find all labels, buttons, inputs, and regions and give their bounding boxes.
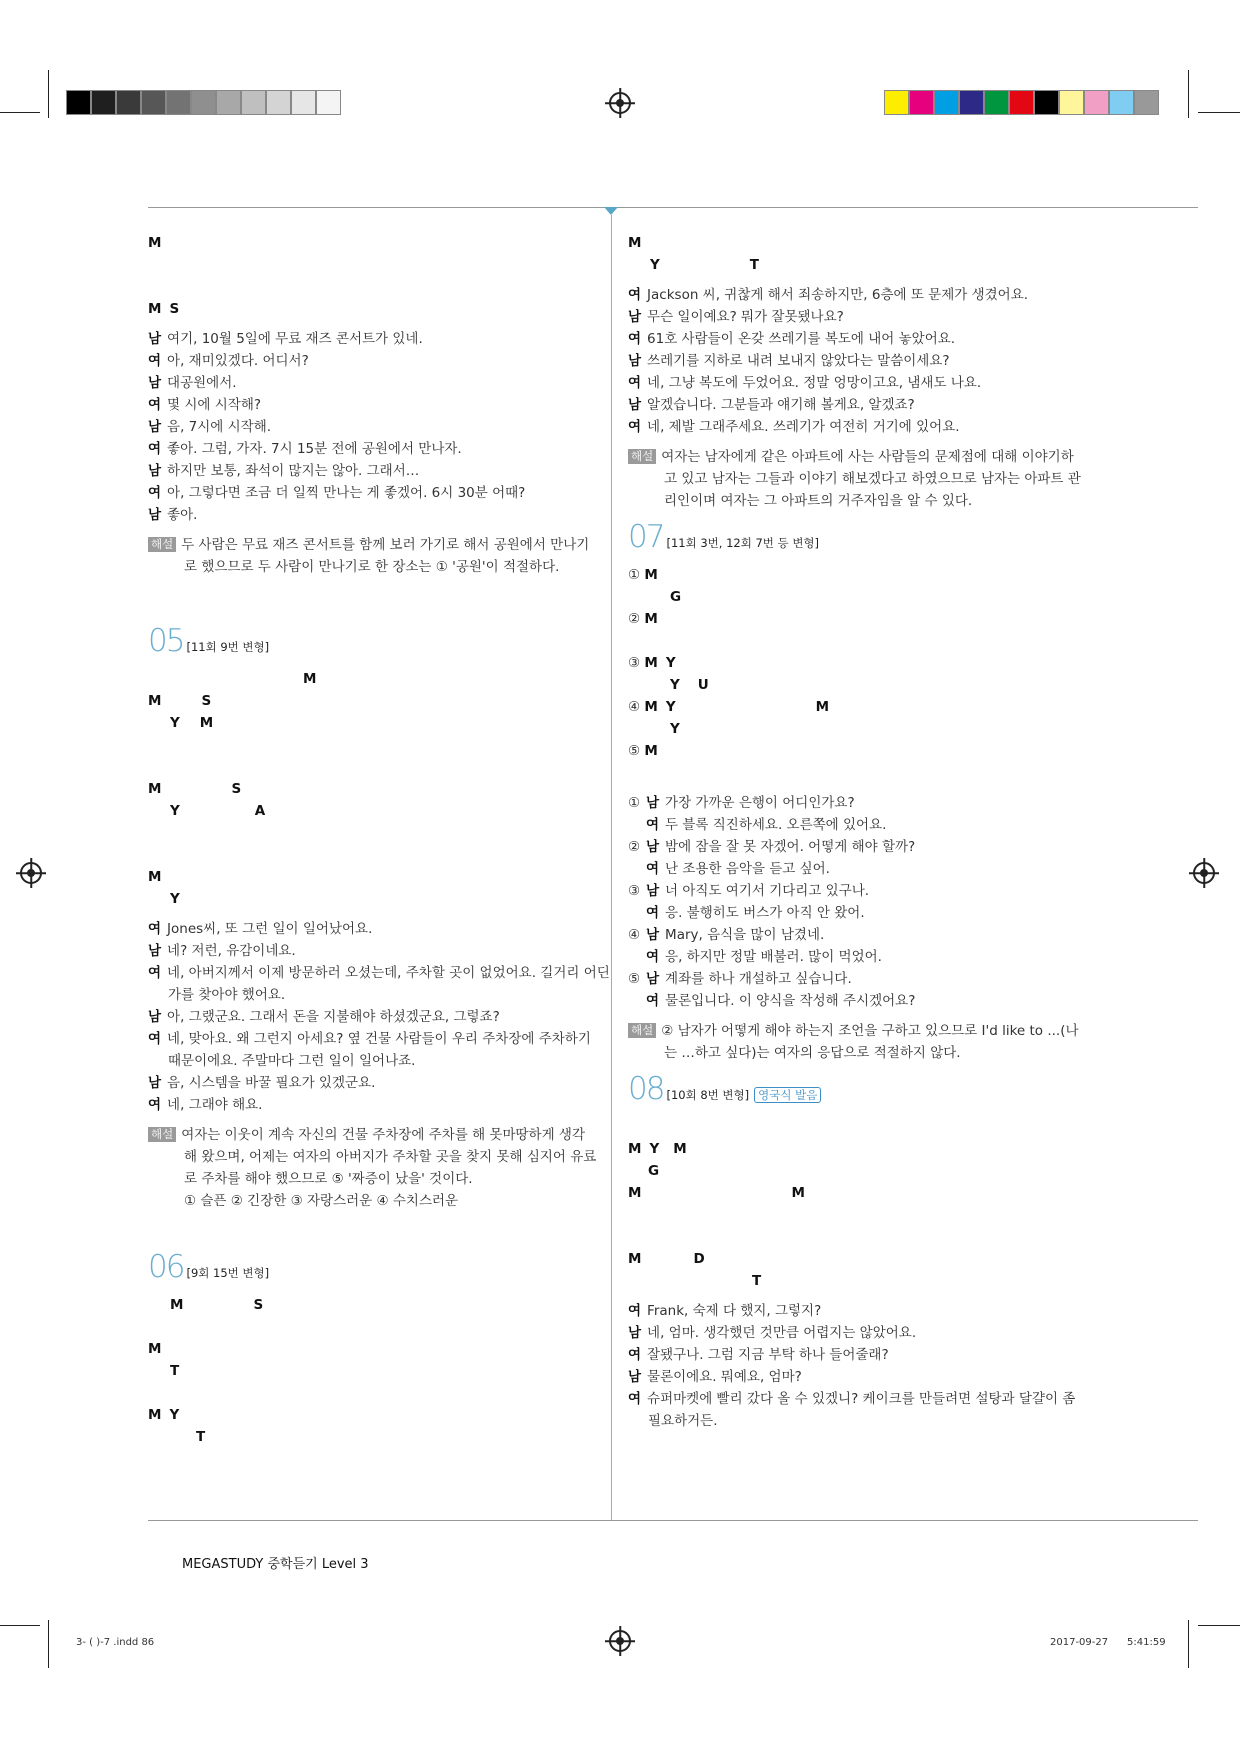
speaker-label: 여 bbox=[148, 965, 162, 981]
explanation-line: 여자는 이웃이 계속 자신의 건물 주차장에 주차를 해 못마땅하게 생각 bbox=[181, 1127, 585, 1143]
dialog-text: 잘됐구나. 그럼 지금 부탁 하나 들어줄래? bbox=[647, 1347, 889, 1363]
color-swatch bbox=[1009, 90, 1034, 115]
dialog-line bbox=[628, 880, 1088, 902]
crop-mark bbox=[1198, 1625, 1240, 1626]
speaker-letter: M bbox=[628, 1251, 642, 1267]
dialog-line bbox=[628, 858, 1088, 880]
dialog-line bbox=[628, 306, 1088, 328]
section-source: [11회 9번 변형] bbox=[186, 640, 270, 654]
speaker-letter: M bbox=[644, 655, 658, 671]
speaker-letter: M bbox=[644, 567, 658, 583]
dialog-text: 좋아. bbox=[167, 507, 198, 523]
explanation-tag: 해설 bbox=[628, 1023, 656, 1038]
dialog-line bbox=[628, 284, 1088, 306]
dialog-line bbox=[628, 328, 1088, 350]
dialog-5 bbox=[628, 1300, 1088, 1432]
option-number: ③ bbox=[628, 883, 641, 899]
speaker-letter: M bbox=[628, 1185, 642, 1201]
dialog-line bbox=[628, 1366, 1088, 1388]
speaker-label: 남 bbox=[148, 419, 162, 435]
crop-mark bbox=[1188, 70, 1189, 118]
dialog-text: 아, 그랬군요. 그래서 돈을 지불해야 하셨겠군요, 그렇죠? bbox=[167, 1009, 500, 1025]
dialog-text: 음, 7시에 시작해. bbox=[167, 419, 272, 435]
dialog-line bbox=[628, 394, 1088, 416]
speaker-letter: M bbox=[791, 1185, 805, 1201]
dialog-text: 네, 아버지께서 이제 방문하러 오셨는데, 주차할 곳이 없었어요. 길거리 어딘 bbox=[167, 965, 610, 981]
color-swatch bbox=[1034, 90, 1059, 115]
speaker-letter: M bbox=[303, 671, 317, 687]
color-swatch bbox=[241, 90, 266, 115]
speaker-letter: T bbox=[752, 1273, 762, 1289]
dialog-line bbox=[628, 990, 1088, 1012]
dialog-text: 좋아. 그럼, 가자. 7시 15분 전에 공원에서 만나자. bbox=[167, 441, 462, 457]
option-number: ④ bbox=[628, 927, 641, 943]
speaker-label: 남 bbox=[148, 331, 162, 347]
color-swatch bbox=[141, 90, 166, 115]
dialog-text: 음, 시스템을 바꿀 필요가 있겠군요. bbox=[167, 1075, 376, 1091]
dialog-text: 응. 불행히도 버스가 아직 안 왔어. bbox=[665, 905, 865, 921]
dialog-text: 때문이에요. 주말마다 그런 일이 일어나죠. bbox=[168, 1053, 416, 1069]
dialog-text: 여기, 10월 5일에 무료 재즈 콘서트가 있네. bbox=[167, 331, 423, 347]
speaker-letter: T bbox=[196, 1429, 206, 1445]
speaker-label: 남 bbox=[628, 397, 642, 413]
speaker-letter: M bbox=[148, 869, 162, 885]
section-source: [11회 3번, 12회 7번 등 변형] bbox=[666, 536, 820, 550]
dialog-line bbox=[148, 1050, 598, 1072]
speaker-label: 여 bbox=[148, 921, 162, 937]
dialog-line bbox=[148, 1094, 598, 1116]
speaker-label: 남 bbox=[148, 943, 162, 959]
explanation-2 bbox=[148, 1124, 598, 1212]
explanation-line: 고 있고 남자는 그들과 이야기 해보겠다고 하였으므로 남자는 아파트 관 bbox=[664, 471, 1081, 487]
crop-mark bbox=[48, 1620, 49, 1668]
option-number: ① bbox=[628, 795, 641, 811]
speaker-letter: G bbox=[670, 589, 682, 605]
section-source: [9회 15번 변형] bbox=[186, 1266, 270, 1280]
dialog-text: 밤에 잠을 잘 못 자겠어. 어떻게 해야 할까? bbox=[665, 839, 916, 855]
slug-filename: 3- ( )-7 .indd 86 bbox=[76, 1637, 155, 1648]
speaker-label: 여 bbox=[148, 397, 162, 413]
dialog-text: 슈퍼마켓에 빨리 갔다 올 수 있겠니? 케이크를 만들려면 설탕과 달걀이 좀 bbox=[647, 1391, 1076, 1407]
dialog-line bbox=[148, 394, 598, 416]
speaker-letter: D bbox=[693, 1251, 705, 1267]
dialog-text: 두 블록 직진하세요. 오른쪽에 있어요. bbox=[665, 817, 887, 833]
speaker-letter: M bbox=[148, 1341, 162, 1357]
color-swatch bbox=[266, 90, 291, 115]
dialog-line bbox=[148, 438, 598, 460]
option-number: ④ bbox=[628, 699, 641, 715]
dialog-text: Jones씨, 또 그런 일이 일어났어요. bbox=[167, 921, 373, 937]
left-column bbox=[148, 232, 610, 1448]
speaker-label: 여 bbox=[628, 375, 642, 391]
explanation-line: ① 슬픈 ② 긴장한 ③ 자랑스러운 ④ 수치스러운 bbox=[184, 1193, 459, 1209]
speaker-label: 남 bbox=[148, 463, 162, 479]
dialog-text: 난 조용한 음악을 듣고 싶어. bbox=[665, 861, 830, 877]
dialog-line bbox=[628, 372, 1088, 394]
speaker-letter: Y bbox=[169, 1407, 180, 1423]
section-number: 07 bbox=[628, 519, 664, 555]
dialog-text: 대공원에서. bbox=[167, 375, 237, 391]
explanation-line: 해 왔으며, 어제는 여자의 아버지가 주차할 곳을 찾지 못해 심지어 유료 bbox=[184, 1149, 597, 1165]
dialog-line bbox=[148, 1072, 598, 1094]
rule-marker-icon bbox=[604, 207, 618, 215]
speaker-letter: M bbox=[628, 235, 642, 251]
explanation-line: 로 주차를 해야 했으므로 ⑤ '짜증이 났을' 것이다. bbox=[184, 1171, 473, 1187]
speaker-label: 여 bbox=[628, 1303, 642, 1319]
dialog-line bbox=[148, 460, 598, 482]
color-swatch bbox=[1134, 90, 1159, 115]
speaker-label: 남 bbox=[646, 839, 660, 855]
speaker-label: 남 bbox=[646, 795, 660, 811]
dialog-line bbox=[148, 328, 598, 350]
section-07-header bbox=[628, 519, 1088, 564]
dialog-text: Jackson 씨, 귀찮게 해서 죄송하지만, 6층에 또 문제가 생겼어요. bbox=[647, 287, 1029, 303]
dialog-line bbox=[148, 984, 598, 1006]
color-swatch bbox=[66, 90, 91, 115]
speaker-letter: Y bbox=[650, 257, 660, 273]
speaker-label: 여 bbox=[646, 817, 660, 833]
speaker-letter: T bbox=[170, 1363, 180, 1379]
option-number: ② bbox=[628, 611, 641, 627]
registration-mark-icon bbox=[20, 862, 42, 884]
color-swatch bbox=[291, 90, 316, 115]
speaker-letter: S bbox=[231, 781, 242, 797]
speaker-letter: Y bbox=[649, 1141, 660, 1157]
color-swatch bbox=[959, 90, 984, 115]
dialog-4 bbox=[628, 792, 1088, 1012]
registration-mark-icon bbox=[1193, 862, 1215, 884]
speaker-letter: M bbox=[628, 1141, 642, 1157]
dialog-line bbox=[628, 1344, 1088, 1366]
dialog-text: 쓰레기를 지하로 내려 보내지 않았다는 말씀이세요? bbox=[647, 353, 950, 369]
dialog-line bbox=[148, 350, 598, 372]
dialog-text: 필요하거든. bbox=[648, 1413, 718, 1429]
dialog-text: 하지만 보통, 좌석이 많지는 않아. 그래서… bbox=[167, 463, 420, 479]
speaker-letter: M bbox=[148, 693, 162, 709]
speaker-letter: M bbox=[815, 699, 830, 715]
speaker-label: 여 bbox=[148, 1031, 162, 1047]
color-swatch bbox=[116, 90, 141, 115]
speaker-letter: S bbox=[201, 693, 212, 709]
speaker-label: 남 bbox=[628, 309, 642, 325]
color-swatch bbox=[1084, 90, 1109, 115]
explanation-tag: 해설 bbox=[148, 1127, 176, 1142]
speaker-label: 여 bbox=[628, 1347, 642, 1363]
dialog-text: Mary, 음식을 많이 남겼네. bbox=[665, 927, 825, 943]
speaker-label: 남 bbox=[148, 375, 162, 391]
bottom-rule bbox=[148, 1520, 1198, 1521]
section-08-header bbox=[628, 1071, 1088, 1116]
dialog-line bbox=[628, 946, 1088, 968]
accent-badge: 영국식 발음 bbox=[754, 1087, 821, 1103]
speaker-letter: M bbox=[148, 301, 162, 317]
registration-mark-icon bbox=[609, 92, 631, 114]
section-number: 08 bbox=[628, 1071, 664, 1107]
dialog-text: 네, 엄마. 생각했던 것만큼 어렵지는 않았어요. bbox=[647, 1325, 917, 1341]
slug-time: 5:41:59 bbox=[1127, 1637, 1166, 1648]
explanation-tag: 해설 bbox=[148, 537, 176, 552]
speaker-label: 남 bbox=[646, 883, 660, 899]
dialog-line bbox=[628, 1300, 1088, 1322]
speaker-label: 여 bbox=[628, 287, 642, 303]
speaker-letter: M bbox=[644, 611, 658, 627]
explanation-line: ② 남자가 어떻게 해야 하는지 조언을 구하고 있으므로 I'd like to ...(나 bbox=[661, 1023, 1079, 1039]
speaker-letter: Y bbox=[170, 803, 180, 819]
speaker-letter: S bbox=[169, 301, 180, 317]
option-number: ① bbox=[628, 567, 641, 583]
dialog-line bbox=[628, 814, 1088, 836]
dialog-line bbox=[148, 1006, 598, 1028]
speaker-letter: M bbox=[148, 1407, 162, 1423]
speaker-letter: T bbox=[749, 257, 759, 273]
speaker-letter: U bbox=[697, 677, 709, 693]
column-divider bbox=[611, 215, 612, 1520]
dialog-line bbox=[628, 350, 1088, 372]
speaker-label: 여 bbox=[148, 485, 162, 501]
dialog-text: 가장 가까운 은행이 어디인가요? bbox=[665, 795, 855, 811]
speaker-label: 남 bbox=[148, 1075, 162, 1091]
dialog-line bbox=[148, 372, 598, 394]
dialog-line bbox=[148, 962, 610, 984]
dialog-text: 몇 시에 시작해? bbox=[167, 397, 262, 413]
dialog-line bbox=[628, 416, 1088, 438]
section-number: 05 bbox=[148, 623, 184, 659]
speaker-letter: A bbox=[254, 803, 266, 819]
dialog-3 bbox=[628, 284, 1088, 438]
color-swatch bbox=[166, 90, 191, 115]
dialog-line bbox=[628, 792, 1088, 814]
color-swatch bbox=[216, 90, 241, 115]
explanation-1 bbox=[148, 534, 598, 578]
crop-mark bbox=[0, 1625, 40, 1626]
dialog-text: 너 아직도 여기서 기다리고 있구나. bbox=[665, 883, 870, 899]
dialog-line bbox=[148, 940, 598, 962]
dialog-text: 네, 그냥 복도에 두었어요. 정말 엉망이고요, 냄새도 나요. bbox=[647, 375, 982, 391]
speaker-letter: M bbox=[148, 781, 162, 797]
dialog-text: 계좌를 하나 개설하고 싶습니다. bbox=[665, 971, 852, 987]
speaker-letter: Y bbox=[170, 715, 180, 731]
speaker-letter: M bbox=[170, 1297, 184, 1313]
color-swatch bbox=[1109, 90, 1134, 115]
color-swatch bbox=[191, 90, 216, 115]
speaker-letter: M bbox=[644, 743, 658, 759]
explanation-line: 여자는 남자에게 같은 아파트에 사는 사람들의 문제점에 대해 이야기하 bbox=[661, 449, 1074, 465]
speaker-letter: Y bbox=[665, 655, 676, 671]
dialog-text: 알겠습니다. 그분들과 얘기해 볼게요, 알겠죠? bbox=[647, 397, 915, 413]
right-column bbox=[628, 232, 1088, 1432]
explanation-tag: 해설 bbox=[628, 449, 656, 464]
dialog-text: 네, 그래야 해요. bbox=[167, 1097, 263, 1113]
color-swatch bbox=[909, 90, 934, 115]
crop-mark bbox=[0, 112, 40, 113]
option-number: ⑤ bbox=[628, 743, 641, 759]
speaker-letter: Y bbox=[670, 721, 680, 737]
speaker-letter: Y bbox=[665, 699, 676, 715]
speaker-label: 남 bbox=[148, 507, 162, 523]
dialog-line bbox=[148, 416, 598, 438]
speaker-label: 여 bbox=[646, 993, 660, 1009]
option-number: ③ bbox=[628, 655, 641, 671]
speaker-label: 여 bbox=[646, 905, 660, 921]
page-footer: MEGASTUDY 중학듣기 Level 3 bbox=[182, 1557, 369, 1572]
dialog-text: 네? 저런, 유감이네요. bbox=[167, 943, 296, 959]
dialog-line bbox=[148, 504, 598, 526]
speaker-label: 남 bbox=[628, 1369, 642, 1385]
explanation-line: 는 …하고 싶다)는 여자의 응답으로 적절하지 않다. bbox=[664, 1045, 961, 1061]
dialog-line bbox=[148, 482, 598, 504]
explanation-line: 로 했으므로 두 사람이 만나기로 한 장소는 ① '공원'이 적절하다. bbox=[184, 559, 560, 575]
top-rule bbox=[148, 207, 1198, 208]
crop-mark bbox=[1198, 112, 1240, 113]
speaker-label: 남 bbox=[646, 971, 660, 987]
speaker-letter: M bbox=[199, 715, 214, 731]
dialog-line bbox=[628, 1410, 1088, 1432]
dialog-line bbox=[628, 836, 1088, 858]
color-swatch bbox=[984, 90, 1009, 115]
color-swatch bbox=[934, 90, 959, 115]
dialog-line bbox=[148, 918, 598, 940]
speaker-letter: M bbox=[673, 1141, 687, 1157]
crop-mark bbox=[1188, 1620, 1189, 1668]
dialog-line bbox=[628, 902, 1088, 924]
dialog-text: Frank, 숙제 다 했지, 그렇지? bbox=[647, 1303, 822, 1319]
slug-date: 2017-09-27 bbox=[1050, 1637, 1109, 1648]
dialog-text: 물론입니다. 이 양식을 작성해 주시겠어요? bbox=[665, 993, 916, 1009]
dialog-2 bbox=[148, 918, 610, 1116]
speaker-label: 남 bbox=[628, 353, 642, 369]
dialog-text: 61호 사람들이 온갖 쓰레기를 복도에 내어 놓았어요. bbox=[647, 331, 956, 347]
crop-mark bbox=[48, 70, 49, 118]
option-number: ② bbox=[628, 839, 641, 855]
speaker-label: 여 bbox=[628, 1391, 642, 1407]
section-05-header bbox=[148, 623, 598, 668]
dialog-text: 아, 그렇다면 조금 더 일찍 만나는 게 좋겠어. 6시 30분 어때? bbox=[167, 485, 526, 501]
speaker-label: 여 bbox=[628, 419, 642, 435]
section-source: [10회 8번 변형] bbox=[666, 1088, 750, 1102]
speaker-letter: G bbox=[648, 1163, 660, 1179]
dialog-line bbox=[628, 1388, 1088, 1410]
dialog-text: 가를 찾아야 했어요. bbox=[168, 987, 286, 1003]
dialog-text: 무슨 일이예요? 뭐가 잘못됐나요? bbox=[647, 309, 844, 325]
section-number: 06 bbox=[148, 1249, 184, 1285]
speaker-label: 남 bbox=[628, 1325, 642, 1341]
color-swatch bbox=[1059, 90, 1084, 115]
speaker-label: 남 bbox=[646, 927, 660, 943]
dialog-line bbox=[628, 968, 1088, 990]
dialog-text: 네, 제발 그래주세요. 쓰레기가 여전히 거기에 있어요. bbox=[647, 419, 960, 435]
dialog-text: 네, 맞아요. 왜 그런지 아세요? 옆 건물 사람들이 우리 주차장에 주차하기 bbox=[167, 1031, 591, 1047]
speaker-letter: Y bbox=[670, 677, 680, 693]
dialog-text: 아, 재미있겠다. 어디서? bbox=[167, 353, 309, 369]
explanation-line: 두 사람은 무료 재즈 콘서트를 함께 보러 가기로 해서 공원에서 만나기 bbox=[181, 537, 590, 553]
explanation-3 bbox=[628, 446, 1088, 512]
color-swatch bbox=[884, 90, 909, 115]
speaker-label: 여 bbox=[148, 353, 162, 369]
dialog-line bbox=[628, 1322, 1088, 1344]
speaker-label: 여 bbox=[148, 441, 162, 457]
option-number: ⑤ bbox=[628, 971, 641, 987]
dialog-text: 물론이에요. 뭐예요, 엄마? bbox=[647, 1369, 802, 1385]
section-06-header bbox=[148, 1249, 598, 1294]
speaker-label: 여 bbox=[646, 861, 660, 877]
speaker-letter: S bbox=[253, 1297, 264, 1313]
speaker-label: 여 bbox=[148, 1097, 162, 1113]
speaker-label: 남 bbox=[148, 1009, 162, 1025]
speaker-letter: Y bbox=[170, 891, 180, 907]
color-swatch bbox=[316, 90, 341, 115]
color-swatch bbox=[91, 90, 116, 115]
explanation-4 bbox=[628, 1020, 1088, 1064]
dialog-line bbox=[628, 924, 1088, 946]
dialog-1 bbox=[148, 328, 598, 526]
speaker-label: 여 bbox=[628, 331, 642, 347]
speaker-letter: M bbox=[644, 699, 658, 715]
speaker-label: 여 bbox=[646, 949, 660, 965]
explanation-line: 리인이며 여자는 그 아파트의 거주자임을 알 수 있다. bbox=[664, 493, 973, 509]
speaker-letter: M bbox=[148, 235, 162, 251]
dialog-line bbox=[148, 1028, 598, 1050]
dialog-text: 응, 하지만 정말 배불러. 많이 먹었어. bbox=[665, 949, 882, 965]
registration-mark-icon bbox=[609, 1630, 631, 1652]
